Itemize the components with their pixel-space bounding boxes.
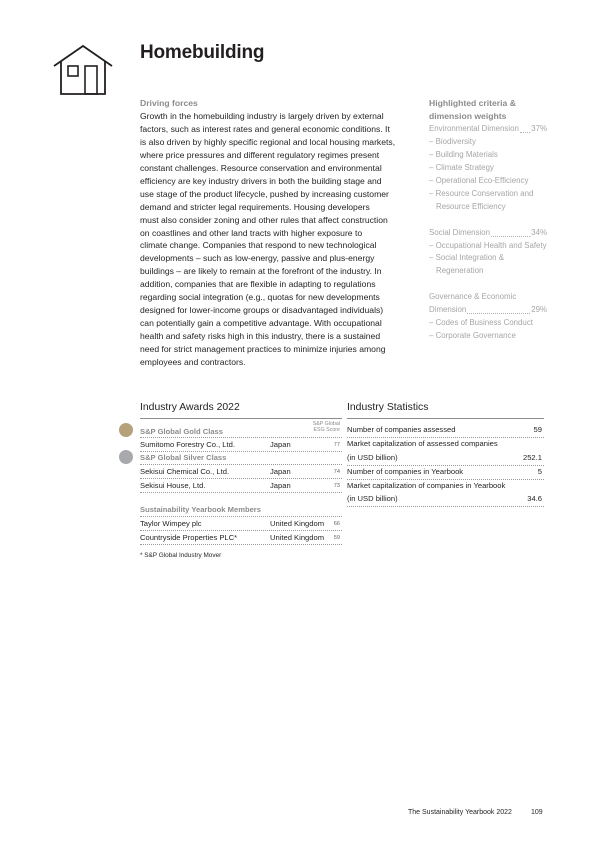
esg-score: 66 — [333, 521, 340, 527]
criteria-heading: Highlighted criteria & — [429, 98, 516, 108]
company-country: Japan — [270, 467, 291, 476]
body-text-line: health and safety risks high in this industry, there is a sustained — [140, 331, 381, 342]
environmental-dimension-name: Environmental Dimension — [429, 123, 519, 133]
gold-class-label: S&P Global Gold Class — [140, 427, 223, 436]
criteria-item: – Climate Strategy — [429, 162, 494, 172]
company-name: Countryside Properties PLC* — [140, 533, 238, 542]
stat-label: Market capitalization of assessed companies — [347, 439, 498, 448]
governance-dimension-name-2: Dimension — [429, 305, 467, 315]
stat-row — [347, 481, 544, 493]
body-text-line: buildings – are likely to remain at the forefront of the industry. In — [140, 266, 382, 277]
criteria-item: – Building Materials — [429, 149, 498, 159]
criteria-item: – Social Integration & Regeneration — [429, 253, 505, 276]
esg-score-header: S&P Global ESG Score — [312, 421, 340, 433]
awards-title: Industry Awards 2022 — [140, 402, 342, 419]
table-row — [140, 517, 342, 531]
driving-forces-heading: Driving forces — [140, 98, 198, 108]
body-text-line: climate change. Companies that respond to new technological — [140, 240, 377, 251]
criteria-item: – Occupational Health and Safety — [429, 240, 547, 250]
company-country: United Kingdom — [270, 533, 325, 542]
body-text-line: factors, such as interest rates and general economic conditions. It — [140, 123, 390, 134]
criteria-item: – Operational Eco-Efficiency — [429, 175, 529, 185]
environmental-dimension — [429, 123, 547, 136]
criteria-item: – Resource Conservation and Resource Efficiency — [429, 188, 534, 211]
body-text-line: efficiency are key industry drivers in both the building stage and — [140, 175, 382, 186]
social-dimension-name: Social Dimension — [429, 227, 490, 237]
body-text-line: must also consider zoning and other rules that affect construction — [140, 214, 388, 225]
company-name: Sekisui House, Ltd. — [140, 481, 206, 490]
table-row — [140, 531, 342, 545]
governance-dimension — [429, 304, 547, 317]
body-text-line: regarding social integration (e.g., quotas for new developments — [140, 292, 380, 303]
stat-row — [347, 453, 544, 466]
table-row — [140, 479, 342, 493]
environmental-dimension-weight: 37% — [531, 123, 547, 133]
gold-medal-icon — [119, 423, 133, 437]
stat-label: (in USD billion) — [347, 453, 398, 462]
company-country: United Kingdom — [270, 519, 325, 528]
social-dimension — [429, 227, 547, 240]
stat-value: 59 — [533, 425, 542, 434]
social-dimension-weight: 34% — [531, 227, 547, 237]
driving-forces-section — [140, 97, 418, 369]
company-name: Sekisui Chemical Co., Ltd. — [140, 467, 230, 476]
company-name: Taylor Wimpey plc — [140, 519, 202, 528]
body-text-line: addition, companies that are flexible in adapting to regulations — [140, 279, 376, 290]
criteria-heading-2: dimension weights — [429, 110, 507, 121]
criteria-item: – Corporate Governance — [429, 331, 516, 341]
page-title: Homebuilding — [140, 42, 265, 63]
stat-label: (in USD billion) — [347, 494, 398, 503]
members-label: Sustainability Yearbook Members — [140, 505, 261, 514]
esg-score: 73 — [333, 483, 340, 489]
silver-class-label: S&P Global Silver Class — [140, 453, 227, 462]
esg-score: 74 — [333, 469, 340, 475]
stat-row — [347, 425, 544, 438]
statistics-title: Industry Statistics — [347, 402, 544, 419]
stat-label: Number of companies assessed — [347, 425, 456, 434]
driving-forces-text — [140, 110, 418, 369]
body-text-line: employees and contractors. — [140, 357, 246, 368]
body-text-line: use stage of the product lifecycle, pushed by increasing customer — [140, 188, 389, 199]
stat-label: Number of companies in Yearbook — [347, 467, 464, 476]
criteria-section — [429, 97, 547, 343]
body-text-line: demand and stricter legal requirements. Housing developers — [140, 201, 370, 212]
members-header — [140, 505, 342, 517]
esg-score: 77 — [333, 442, 340, 448]
page-number: 109 — [531, 809, 543, 816]
body-text-line: designed for lower-income groups or disadvantaged individuals) — [140, 305, 384, 316]
company-country: Japan — [270, 481, 291, 490]
body-text-line: on coastlines and other land tracts with higher exposure to — [140, 227, 363, 238]
company-country: Japan — [270, 440, 291, 449]
body-text-line: constant challenges. Resource conservation and environmental — [140, 162, 382, 173]
body-text-line: developments – such as low-energy, passive and plus-energy — [140, 253, 375, 264]
silver-medal-icon — [119, 450, 133, 464]
body-text-line: need for strict management practices to minimize injuries among — [140, 344, 386, 355]
stat-row — [347, 494, 544, 507]
footer-text: The Sustainability Yearbook 2022 — [408, 809, 512, 816]
governance-dimension-weight: 29% — [531, 305, 547, 315]
stat-value: 252.1 — [522, 453, 542, 462]
silver-class-header — [140, 452, 342, 465]
governance-dimension-name: Governance & Economic — [429, 292, 517, 302]
stat-value: 5 — [537, 467, 542, 476]
company-name: Sumitomo Forestry Co., Ltd. — [140, 440, 235, 449]
house-icon — [52, 44, 114, 96]
stat-row — [347, 439, 544, 451]
footnote: * S&P Global Industry Mover — [140, 552, 222, 559]
criteria-item: – Codes of Business Conduct — [429, 318, 533, 328]
body-text-line: Growth in the homebuilding industry is largely driven by external — [140, 110, 384, 121]
stat-row — [347, 467, 544, 480]
criteria-item: – Biodiversity — [429, 136, 476, 146]
body-text-line: where price pressures and different regulatory regimes present — [140, 149, 380, 160]
stat-label: Market capitalization of companies in Yearbook — [347, 481, 506, 490]
table-row — [140, 465, 342, 479]
body-text-line: can potentially gain a competitive advantage. With occupational — [140, 318, 382, 329]
table-row — [140, 438, 342, 452]
stat-value: 34.6 — [527, 494, 542, 503]
gold-class-header — [140, 422, 342, 438]
body-text-line: is also driven by highly specific regional and local housing markets, — [140, 136, 396, 147]
esg-score: 59 — [333, 535, 340, 541]
